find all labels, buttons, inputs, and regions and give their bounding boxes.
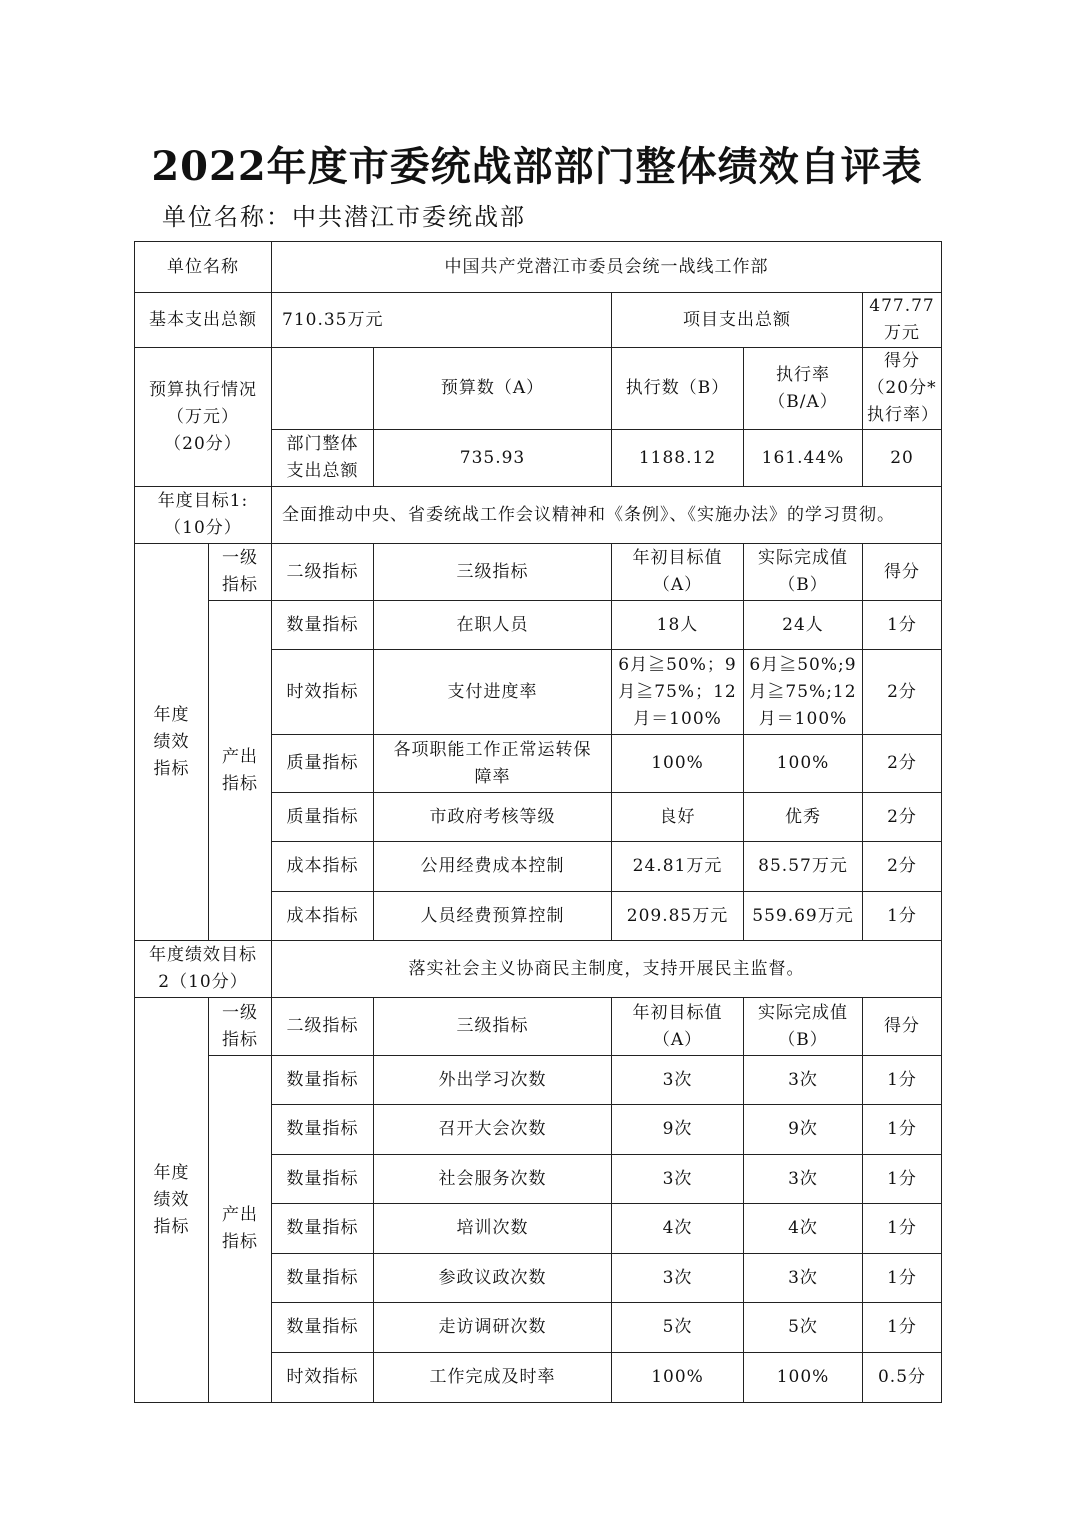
actual-cell: 4次: [744, 1204, 863, 1254]
budget-value: 735.93: [374, 430, 612, 487]
target-cell: 9次: [612, 1105, 744, 1155]
score-cell: 1分: [863, 1254, 942, 1303]
indicator-group-label: 年度 绩效 指标: [135, 998, 209, 1403]
l2-cell: 数量指标: [272, 1254, 374, 1303]
score-header: 得分: [863, 544, 942, 601]
l3-cell: 支付进度率: [374, 650, 612, 735]
actual-cell: 85.57万元: [744, 842, 863, 892]
budget-row-label: 部门整体 支出总额: [272, 430, 374, 487]
actual-header: 实际完成值 （B）: [744, 998, 863, 1056]
score-cell: 1分: [863, 1105, 942, 1155]
l2-cell: 数量指标: [272, 601, 374, 650]
score-cell: 1分: [863, 1204, 942, 1254]
l3-cell: 参政议政次数: [374, 1254, 612, 1303]
level2-header: 二级指标: [272, 544, 374, 601]
score-cell: 1分: [863, 1056, 942, 1105]
unit-name-value: 中国共产党潜江市委员会统一战线工作部: [272, 242, 942, 293]
score-value: 20: [863, 430, 942, 487]
l2-cell: 质量指标: [272, 735, 374, 793]
l3-cell: 走访调研次数: [374, 1303, 612, 1353]
score-cell: 2分: [863, 735, 942, 793]
score-cell: 2分: [863, 793, 942, 842]
target-cell: 3次: [612, 1056, 744, 1105]
exec-value: 1188.12: [612, 430, 744, 487]
actual-cell: 100%: [744, 735, 863, 793]
target-header: 年初目标值 （A）: [612, 544, 744, 601]
l2-cell: 数量指标: [272, 1105, 374, 1155]
score-cell: 1分: [863, 1303, 942, 1353]
target-cell: 4次: [612, 1204, 744, 1254]
actual-cell: 24人: [744, 601, 863, 650]
goal1-label: 年度目标1: （10分）: [135, 487, 272, 544]
output-label: 产出 指标: [209, 1056, 272, 1403]
level3-header: 三级指标: [374, 998, 612, 1056]
l3-cell: 人员经费预算控制: [374, 892, 612, 941]
actual-cell: 100%: [744, 1353, 863, 1403]
actual-cell: 3次: [744, 1254, 863, 1303]
budget-header-empty: [272, 348, 374, 430]
l3-cell: 社会服务次数: [374, 1155, 612, 1204]
goal2-label: 年度绩效目标 2（10分）: [135, 941, 272, 998]
actual-cell: 5次: [744, 1303, 863, 1353]
actual-cell: 优秀: [744, 793, 863, 842]
l3-cell: 市政府考核等级: [374, 793, 612, 842]
goal2-text: 落实社会主义协商民主制度，支持开展民主监督。: [272, 941, 942, 998]
l3-cell: 在职人员: [374, 601, 612, 650]
budget-header-exec: 执行数（B）: [612, 348, 744, 430]
target-cell: 3次: [612, 1254, 744, 1303]
target-cell: 100%: [612, 1353, 744, 1403]
target-cell: 良好: [612, 793, 744, 842]
project-expense-value: 477.77万元: [863, 293, 942, 348]
project-expense-label: 项目支出总额: [612, 293, 863, 348]
unit-name-label: 单位名称: [135, 242, 272, 293]
actual-cell: 559.69万元: [744, 892, 863, 941]
l3-cell: 各项职能工作正常运转保 障率: [374, 735, 612, 793]
score-cell: 0.5分: [863, 1353, 942, 1403]
score-cell: 1分: [863, 1155, 942, 1204]
target-cell: 3次: [612, 1155, 744, 1204]
l3-cell: 召开大会次数: [374, 1105, 612, 1155]
target-cell: 209.85万元: [612, 892, 744, 941]
target-header: 年初目标值 （A）: [612, 998, 744, 1056]
target-cell: 18人: [612, 601, 744, 650]
l2-cell: 数量指标: [272, 1204, 374, 1254]
rate-value: 161.44%: [744, 430, 863, 487]
target-cell: 100%: [612, 735, 744, 793]
unit-line: 单位名称：中共潜江市委统战部: [162, 203, 526, 231]
output-label: 产出 指标: [209, 601, 272, 941]
actual-cell: 6月≧50%;9 月≧75%;12 月＝100%: [744, 650, 863, 735]
l2-cell: 时效指标: [272, 650, 374, 735]
l2-cell: 时效指标: [272, 1353, 374, 1403]
actual-header: 实际完成值 （B）: [744, 544, 863, 601]
l2-cell: 数量指标: [272, 1303, 374, 1353]
score-cell: 1分: [863, 601, 942, 650]
budget-header-budget: 预算数（A）: [374, 348, 612, 430]
basic-expense-value: 710.35万元: [272, 293, 612, 348]
score-cell: 2分: [863, 650, 942, 735]
actual-cell: 9次: [744, 1105, 863, 1155]
indicator-group-label: 年度 绩效 指标: [135, 544, 209, 941]
level1-header: 一级 指标: [209, 544, 272, 601]
l2-cell: 质量指标: [272, 793, 374, 842]
level3-header: 三级指标: [374, 544, 612, 601]
budget-header-rate: 执行率（B/A）: [744, 348, 863, 430]
l2-cell: 数量指标: [272, 1056, 374, 1105]
l2-cell: 数量指标: [272, 1155, 374, 1204]
l3-cell: 外出学习次数: [374, 1056, 612, 1105]
score-cell: 2分: [863, 842, 942, 892]
evaluation-table: [134, 241, 942, 1403]
budget-label: 预算执行情况 （万元） （20分）: [135, 348, 272, 487]
budget-header-score: 得分 （20分*执行率）: [863, 348, 942, 430]
level2-header: 二级指标: [272, 998, 374, 1056]
goal1-text: 全面推动中央、省委统战工作会议精神和《条例》、《实施办法》的学习贯彻。: [272, 487, 942, 544]
l3-cell: 培训次数: [374, 1204, 612, 1254]
score-cell: 1分: [863, 892, 942, 941]
level1-header: 一级 指标: [209, 998, 272, 1056]
l3-cell: 工作完成及时率: [374, 1353, 612, 1403]
l3-cell: 公用经费成本控制: [374, 842, 612, 892]
actual-cell: 3次: [744, 1056, 863, 1105]
target-cell: 6月≧50%；9 月≧75%；12 月＝100%: [612, 650, 744, 735]
basic-expense-label: 基本支出总额: [135, 293, 272, 348]
target-cell: 24.81万元: [612, 842, 744, 892]
l2-cell: 成本指标: [272, 842, 374, 892]
page-title: 2022年度市委统战部部门整体绩效自评表: [151, 143, 923, 190]
actual-cell: 3次: [744, 1155, 863, 1204]
target-cell: 5次: [612, 1303, 744, 1353]
l2-cell: 成本指标: [272, 892, 374, 941]
score-header: 得分: [863, 998, 942, 1056]
